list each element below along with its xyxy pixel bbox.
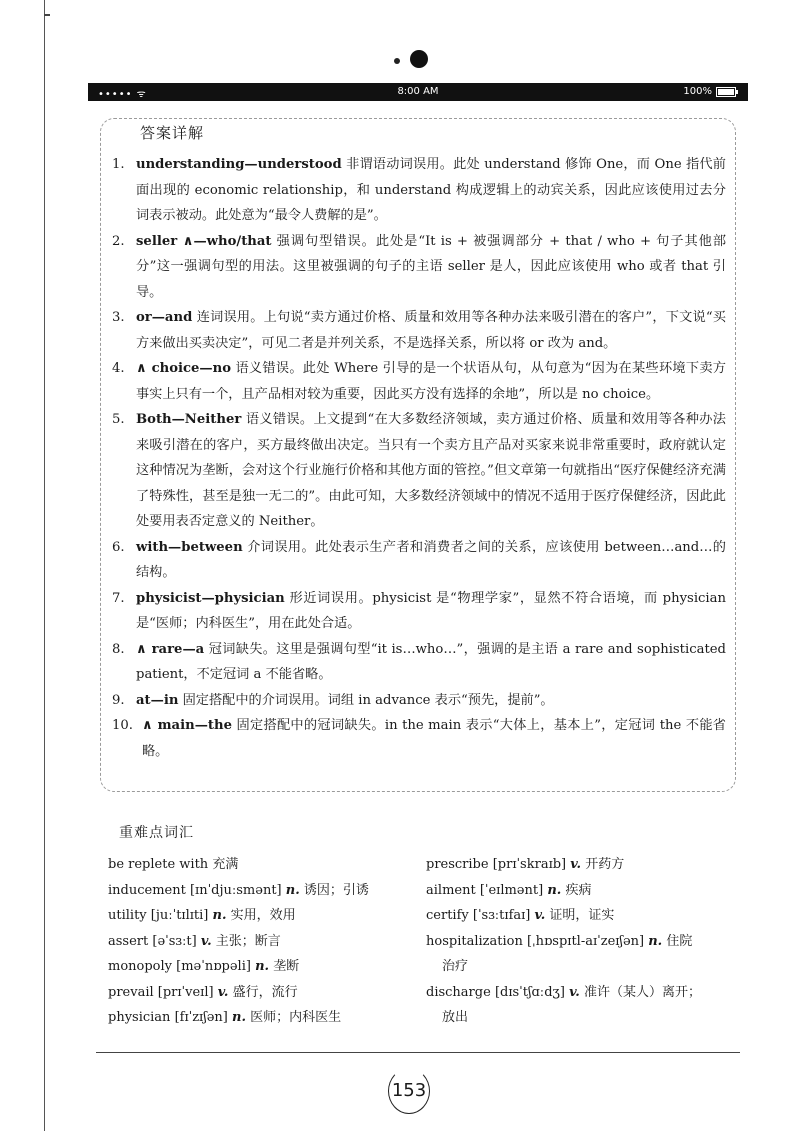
status-time: 8:00 AM xyxy=(397,86,439,97)
list-item: 7. physicist—physician 形近词误用。physicist 是“物理学家”，显然不符合语境，而 physician 是“医师；内科医生”，用在此处合适。 xyxy=(112,590,726,631)
list-item: 2. seller ∧—who/that 强调句型错误。此处是“It is + 被强调部分 + that / who + 句子其他部分”这一强调句型的用法。这里被强调的句子的主语 seller 是人，因此应该使用 who 或者 that 引导。 xyxy=(112,233,727,300)
list-item: 1. understanding—understood 非谓语动词误用。此处 understand 修饰 One，而 One 指代前面出现的 economic relationship，和 understand 构成逻辑上的动宾关系，因此应该使用过去分词表示被动。此处意为“最令人费解的是”。 xyxy=(112,157,726,223)
list-item: 8. ∧ rare—a 冠词缺失。这里是强调句型“it is…who…”，强调的是主语 a rare and sophisticated patient，不定冠词 a 不能省略。 xyxy=(112,641,726,682)
battery-percent: 100% xyxy=(683,86,712,97)
vocab-entry: prevail [prɪˈveɪl] v. 盛行，流行 xyxy=(108,984,298,1000)
list-item: 6. with—between 介词误用。此处表示生产者和消费者之间的关系，应该使用 between…and…的结构。 xyxy=(112,539,726,580)
list-item: 3. or—and 连词误用。上句说“卖方通过价格、质量和效用等各种办法来吸引潜在的客户”，下文说“买方来做出买卖决定”，可见二者是并列关系，不是选择关系，所以将 or 改为 and。 xyxy=(112,310,726,351)
vocab-column-left xyxy=(108,852,408,1031)
answer-list xyxy=(112,152,726,764)
vocab-entry: assert [əˈsɜːt] v. 主张；断言 xyxy=(108,933,281,949)
vocab-entry: be replete with 充满 xyxy=(108,857,239,872)
vocab-title: 重难点词汇 xyxy=(119,825,194,841)
scan-edge xyxy=(44,0,45,1131)
battery-indicator xyxy=(683,86,736,97)
page-number: 153 xyxy=(384,1080,434,1101)
vocab-entry: monopoly [məˈnɒpəli] n. 垄断 xyxy=(108,959,300,974)
camera-lens xyxy=(410,50,428,68)
vocab-entry: prescribe [prɪˈskraɪb] v. 开药方 xyxy=(426,857,625,872)
list-item: 5. Both—Neither 语义错误。上文提到“在大多数经济领域，卖方通过价格、质量和效用等各种办法来吸引潜在的客户，买方最终做出决定。当只有一个卖方且产品对买家来说非常重要时，政府就认定这种情况为垄断，会对这个行业施行价格和其他方面的管控。”但文章第一句就指出“医疗保健经济充满了特殊性，甚至是独一无二的”。由此可知，大多数经济领域中的情况不适用于医疗保健经济，因此此处要用表否定意义的 Neither。 xyxy=(112,412,726,529)
battery-icon xyxy=(716,87,736,97)
vocab-entry: physician [fɪˈzɪʃən] n. 医师；内科医生 xyxy=(108,1010,342,1025)
signal-wifi-icon: ••••• ᯤ xyxy=(98,89,147,100)
bottom-rule xyxy=(96,1052,740,1053)
vocab-entry: certify [ˈsɜːtɪfaɪ] v. 证明，证实 xyxy=(426,908,615,923)
vocab-entry: utility [juːˈtɪlɪti] n. 实用，效用 xyxy=(108,908,296,923)
vocab-entry: inducement [ɪnˈdjuːsmənt] n. 诱因；引诱 xyxy=(108,882,369,898)
vocab-column-right xyxy=(426,852,726,1031)
list-item: 10. ∧ main—the 固定搭配中的冠词缺失。in the main 表示“大体上，基本上”，定冠词 the 不能省略。 xyxy=(112,718,726,759)
vocab-entry: discharge [dɪsˈtʃɑːdʒ] v. 准许（某人）离开； 放出 xyxy=(426,984,701,1025)
list-item: 9. at—in 固定搭配中的介词误用。词组 in advance 表示“预先，提前”。 xyxy=(112,692,554,708)
list-item: 4. ∧ choice—no 语义错误。此处 Where 引导的是一个状语从句，从句意为“因为在某些环境下卖方事实上只有一个，且产品相对较为重要，因此买方没有选择的余地”，所以是 no choice。 xyxy=(112,361,726,402)
sensor-dot xyxy=(394,58,400,64)
answer-heading: 答案详解 xyxy=(134,122,210,143)
status-bar xyxy=(88,83,748,101)
vocab-entry: hospitalization [ˌhɒspɪtl-aɪˈzeɪʃən] n. 住院 治疗 xyxy=(426,933,693,974)
vocab-entry: ailment [ˈeɪlmənt] n. 疾病 xyxy=(426,882,592,898)
device-camera xyxy=(394,50,434,72)
